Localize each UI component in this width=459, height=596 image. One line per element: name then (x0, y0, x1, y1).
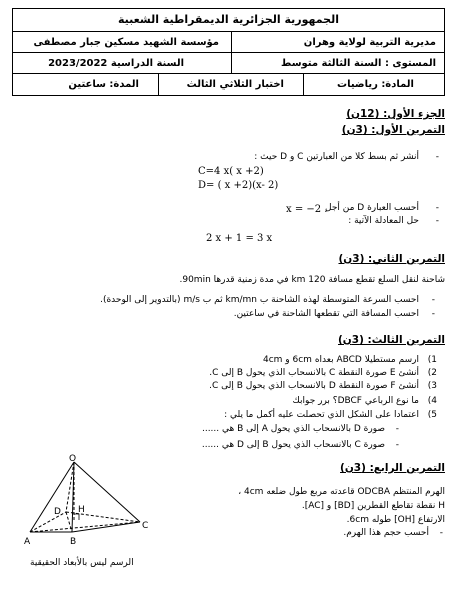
bullet-dash-icon: - (431, 309, 435, 319)
header-table (12, 8, 445, 96)
vertex-label-b: B (70, 537, 77, 547)
bullet-dash-icon: - (395, 424, 399, 434)
ex3-item-num: 1) (427, 355, 437, 365)
vertex-label-c: C (142, 521, 149, 531)
header-duration: المدة: ساعتين (68, 79, 139, 90)
ex4-line1: الهرم المنتظم ODCBA قاعدته مربع طول ضلعه 4cm ، (238, 487, 445, 497)
ex2-q1: احسب السرعة المتوسطة لهذه الشاحنة ب km/mn ثم ب m/s (بالتدوير إلى الوحدة). (100, 295, 419, 305)
ex3-item: ما نوع الرباعي DBCF؟ برر جوابك (292, 396, 419, 406)
ex1-q3: حل المعادلة الآتية : (348, 216, 419, 226)
bullet-dash-icon: - (395, 440, 399, 450)
ex3-title: التمرين الثالث: (3ن) (337, 334, 445, 346)
ex3-item-num: 5) (427, 410, 437, 420)
ex3-item: ارسم مستطيلا ABCD بعداه 6cm و 4cm (262, 355, 419, 365)
ex4-line4: أحسب حجم هذا الهرم. (343, 528, 429, 538)
pyramid-figure (22, 454, 182, 549)
header-subject: المادة: رياضيات (337, 79, 414, 90)
ex1-q2-value: x = −2 . (286, 204, 328, 215)
figure-caption: الرسم ليس بالأبعاد الحقيقية (30, 558, 134, 568)
ex3-sub1: صورة D بالانسحاب الذي يحول A إلى B هي ...... (201, 424, 385, 434)
bullet-dash-icon: - (439, 528, 443, 538)
ex3-item-num: 4) (427, 396, 437, 406)
ex1-eq3: 2 x + 1 = 3 x (206, 233, 273, 244)
ex1-title: التمرين الأول: (3ن) (341, 124, 445, 136)
ex3-item-num: 3) (427, 381, 437, 391)
part1-title: الجزء الأول: (12ن) (346, 108, 445, 120)
ex1-eq-d: D= ( x +2)(x- 2) (198, 180, 279, 191)
bullet-dash-icon: - (435, 203, 439, 213)
header-title: الجمهورية الجزائرية الديمقراطية الشعبية (118, 13, 339, 26)
bullet-dash-icon: - (431, 295, 435, 305)
header-level: المستوى : السنة الثالثة متوسط (280, 58, 436, 69)
ex2-intro: شاحنة لنقل السلع تقطع مسافة 120 km في مدة زمنية قدرها 90min. (179, 275, 445, 285)
ex4-line2: H نقطة تقاطع القطرين [BD] و [AC]. (301, 501, 445, 511)
vertex-label-a: A (24, 537, 31, 547)
bullet-dash-icon: - (435, 152, 439, 162)
ex2-q2: احسب المسافة التي تقطعها الشاحنة في ساعتين. (233, 309, 419, 319)
ex3-item: اعتمادا على الشكل الذي تحصلت عليه أكمل ما يلي : (224, 410, 419, 420)
ex1-q2: أحسب العبارة D من أجل (325, 203, 419, 213)
ex3-item: أنشئ E صورة النقطة C بالانسحاب الذي يحول B إلى C. (209, 368, 419, 378)
ex2-title: التمرين الثاني: (3ن) (338, 253, 445, 265)
header-directorate: مديرية التربية لولاية وهران (303, 37, 436, 48)
bullet-dash-icon: - (435, 216, 439, 226)
vertex-label-d: D (54, 507, 61, 517)
ex3-item: أنشئ F صورة النقطة D بالانسحاب الذي يحول B إلى C. (209, 381, 419, 391)
header-year: السنة الدراسية 2023/2022 (48, 58, 184, 69)
ex3-item-num: 2) (427, 368, 437, 378)
ex4-title: التمرين الرابع: (3ن) (340, 462, 445, 474)
point-label-h: H (78, 505, 85, 515)
ex1-eq-c: C=4 x( x +2) (198, 166, 264, 177)
ex3-sub2: صورة C بالانسحاب الذي يحول B إلى D هي ...... (201, 440, 385, 450)
header-exam: اختبار الثلاثي الثالث (186, 79, 284, 90)
ex4-line3: الارتفاع [OH] طوله 6cm. (346, 515, 445, 525)
header-school: مؤسسة الشهيد مسكين جبار مصطفى (33, 37, 219, 48)
ex1-q1: أنشر ثم بسط كلا من العبارتين C و D حيث : (254, 152, 419, 162)
vertex-label-o: O (69, 454, 77, 464)
